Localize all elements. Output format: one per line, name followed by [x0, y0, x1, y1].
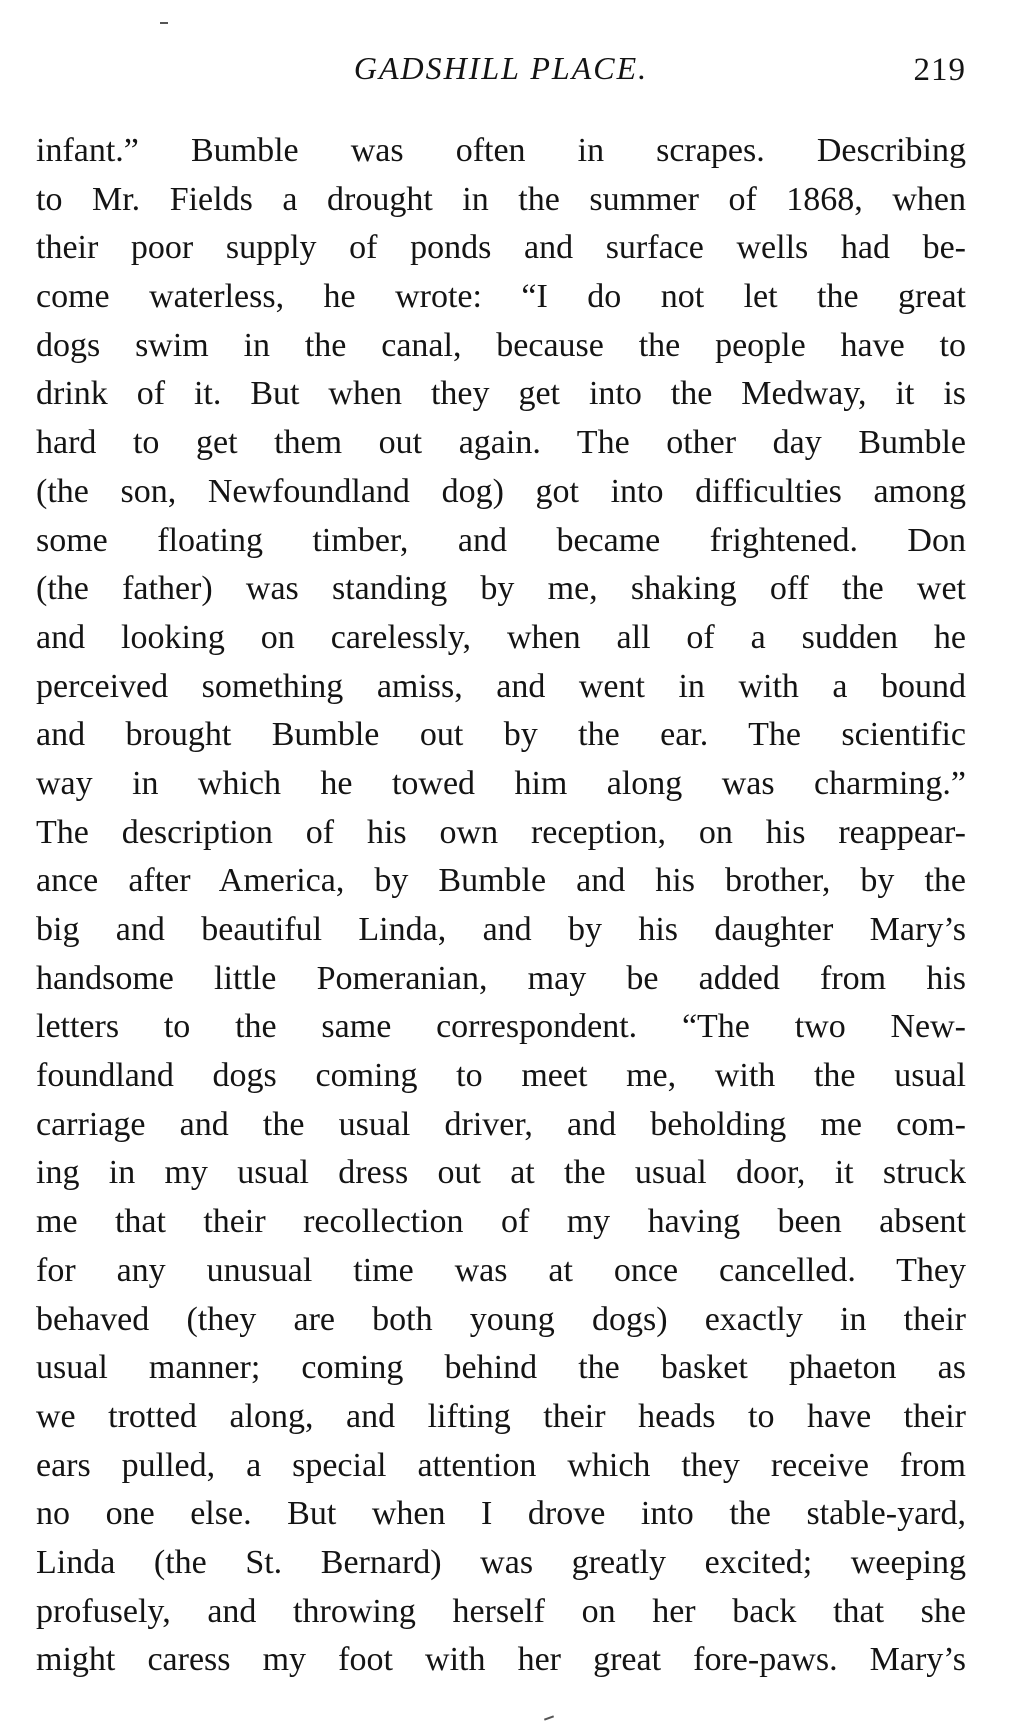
text-line: some floating timber, and became frightened. Don: [36, 521, 966, 559]
text-line: way in which he towed him along was charming.”: [36, 764, 966, 802]
text-line: hard to get them out again. The other day Bumble: [36, 424, 966, 462]
text-line: their poor supply of ponds and surface wells had be-: [36, 229, 966, 267]
text-line: The description of his own reception, on his reappear-: [36, 813, 966, 851]
text-line: for any unusual time was at once cancelled. They: [36, 1251, 966, 1289]
text-line: to Mr. Fields a drought in the summer of 1868, when: [36, 180, 966, 218]
body-text: [36, 127, 966, 1685]
text-line: me that their recollection of my having been absent: [36, 1203, 966, 1241]
text-line: infant.” Bumble was often in scrapes. Describing: [36, 132, 966, 169]
page-number: 219: [913, 52, 966, 88]
text-line: foundland dogs coming to meet me, with the usual: [36, 1057, 966, 1095]
text-line: (the father) was standing by me, shaking off the wet: [36, 570, 966, 608]
text-line: big and beautiful Linda, and by his daughter Mary’s: [36, 911, 966, 948]
text-line: drink of it. But when they get into the Medway, it is: [36, 375, 966, 413]
text-line: and brought Bumble out by the ear. The scientific: [36, 716, 966, 754]
running-title: GADSHILL PLACE.: [353, 50, 649, 86]
text-line: come waterless, he wrote: “I do not let the great: [36, 278, 966, 316]
text-line: perceived something amiss, and went in with a bound: [36, 667, 966, 705]
text-line: ears pulled, a special attention which they receive from: [36, 1446, 966, 1484]
text-line: ance after America, by Bumble and his brother, by the: [36, 862, 966, 900]
text-line: Linda (the St. Bernard) was greatly excited; weeping: [36, 1543, 966, 1581]
text-line: might caress my foot with her great fore-paws. Mary’s: [36, 1641, 966, 1679]
text-line: behaved (they are both young dogs) exactly in their: [36, 1300, 966, 1338]
text-line: handsome little Pomeranian, may be added from his: [36, 959, 966, 997]
text-line: we trotted along, and lifting their heads to have their: [36, 1397, 966, 1435]
text-line: no one else. But when I drove into the stable-yard,: [36, 1495, 966, 1533]
text-line: profusely, and throwing herself on her back that she: [36, 1592, 966, 1630]
running-head: [36, 50, 966, 100]
text-line: (the son, Newfoundland dog) got into difficulties among: [36, 472, 966, 510]
text-line: carriage and the usual driver, and beholding me com-: [36, 1105, 966, 1143]
text-line: usual manner; coming behind the basket phaeton as: [36, 1349, 966, 1387]
text-line: ing in my usual dress out at the usual door, it struck: [36, 1154, 966, 1192]
top-ink-speck: [160, 22, 168, 24]
text-line: letters to the same correspondent. “The two New-: [36, 1008, 966, 1046]
bottom-ink-speck: [544, 1715, 554, 1720]
text-line: dogs swim in the canal, because the people have to: [36, 326, 966, 364]
text-line: and looking on carelessly, when all of a sudden he: [36, 618, 966, 656]
